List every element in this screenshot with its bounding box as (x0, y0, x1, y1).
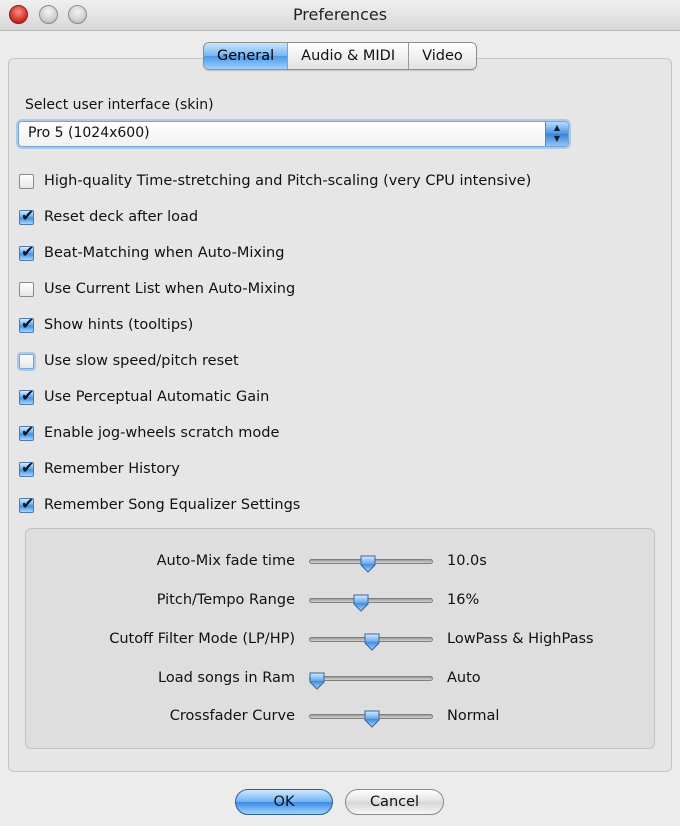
slider-label: Crossfader Curve (169, 708, 295, 724)
slider-label: Cutoff Filter Mode (LP/HP) (109, 631, 295, 647)
title-bar (0, 0, 680, 31)
option-label: Use slow speed/pitch reset (44, 353, 239, 369)
option-label: Use Perceptual Automatic Gain (44, 389, 270, 405)
slider-label: Auto-Mix fade time (156, 553, 295, 569)
skin-label: Select user interface (skin) (25, 97, 214, 113)
option-label: Beat-Matching when Auto-Mixing (44, 245, 285, 261)
skin-select[interactable] (18, 121, 569, 147)
select-arrows-icon: ▲ ▼ (545, 122, 568, 146)
tab-video[interactable]: Video (408, 43, 476, 69)
slider-value: 10.0s (447, 553, 487, 569)
slider-thumb[interactable] (363, 633, 381, 651)
option-row[interactable] (19, 495, 300, 515)
option-checkbox[interactable] (19, 282, 34, 297)
tab-bar (203, 42, 477, 70)
slider-track[interactable] (309, 637, 433, 642)
option-row[interactable] (19, 459, 180, 479)
option-checkbox[interactable] (19, 354, 34, 369)
checkmark-icon: ✔ (21, 493, 35, 513)
skin-select-value: Pro 5 (1024x600) (28, 125, 150, 141)
slider-track[interactable] (309, 598, 433, 603)
slider-value: Auto (447, 670, 481, 686)
option-checkbox[interactable] (19, 174, 34, 189)
checkmark-icon: ✔ (21, 457, 35, 477)
option-label: Show hints (tooltips) (44, 317, 194, 333)
option-row[interactable] (19, 207, 198, 227)
option-row[interactable] (19, 315, 193, 335)
checkmark-icon: ✔ (21, 421, 35, 441)
option-label: Reset deck after load (44, 209, 199, 225)
option-checkbox[interactable] (19, 457, 35, 477)
option-row[interactable] (19, 171, 531, 191)
option-checkbox[interactable] (19, 421, 35, 441)
option-row[interactable] (19, 279, 295, 299)
slider-row (25, 550, 655, 574)
option-label: Remember History (44, 461, 180, 477)
slider-track[interactable] (309, 559, 433, 564)
option-checkbox[interactable] (19, 313, 35, 333)
slider-value: 16% (447, 592, 480, 608)
ok-button[interactable]: OK (235, 789, 333, 815)
checkmark-icon: ✔ (21, 205, 35, 225)
tab-general[interactable]: General (204, 43, 287, 69)
option-row[interactable] (19, 351, 239, 371)
slider-label: Load songs in Ram (158, 670, 295, 686)
checkmark-icon: ✔ (21, 385, 35, 405)
checkmark-icon: ✔ (21, 313, 35, 333)
window-title: Preferences (292, 5, 388, 24)
option-checkbox[interactable] (19, 493, 35, 513)
checkmark-icon: ✔ (21, 241, 35, 261)
slider-label: Pitch/Tempo Range (156, 592, 295, 608)
option-row[interactable] (19, 423, 279, 443)
slider-track[interactable] (309, 676, 433, 681)
cancel-button[interactable]: Cancel (345, 789, 444, 815)
slider-value: LowPass & HighPass (447, 631, 594, 647)
slider-row (25, 589, 655, 613)
option-row[interactable] (19, 243, 284, 263)
option-label: High-quality Time-stretching and Pitch-scaling (very CPU intensive) (44, 173, 532, 189)
option-row[interactable] (19, 387, 269, 407)
option-checkbox[interactable] (19, 205, 35, 225)
option-checkbox[interactable] (19, 241, 35, 261)
option-label: Enable jog-wheels scratch mode (44, 425, 280, 441)
tab-audio-midi[interactable]: Audio & MIDI (287, 43, 408, 69)
slider-thumb[interactable] (363, 710, 381, 728)
option-label: Use Current List when Auto-Mixing (44, 281, 296, 297)
slider-value: Normal (447, 708, 500, 724)
slider-thumb[interactable] (308, 672, 326, 690)
slider-row (25, 705, 655, 729)
slider-track[interactable] (309, 714, 433, 719)
option-label: Remember Song Equalizer Settings (44, 497, 301, 513)
slider-thumb[interactable] (352, 594, 370, 612)
slider-thumb[interactable] (359, 555, 377, 573)
slider-row (25, 628, 655, 652)
slider-row (25, 667, 655, 691)
option-checkbox[interactable] (19, 385, 35, 405)
